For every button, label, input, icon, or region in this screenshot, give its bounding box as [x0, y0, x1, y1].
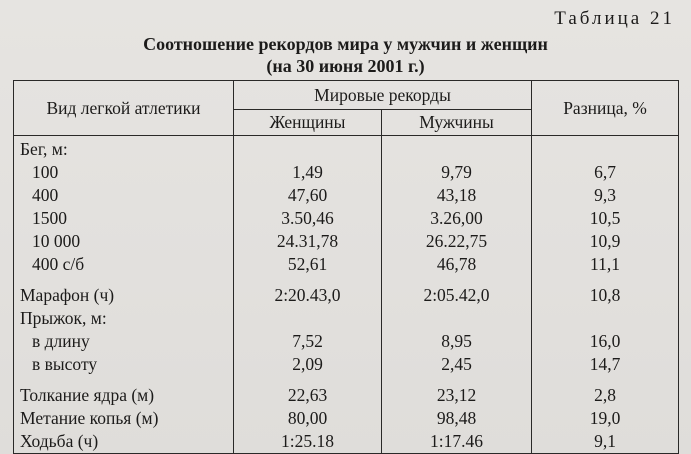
event-cell: 400 с/б: [14, 253, 234, 276]
spacer-cell: [234, 376, 382, 384]
table-number: Таблица 21: [554, 8, 675, 29]
header-world-records: Мировые рекорды: [234, 81, 532, 110]
men-record-cell: [382, 136, 532, 162]
event-cell: 100: [14, 161, 234, 184]
event-cell: 10 000: [14, 230, 234, 253]
table-row: [14, 384, 679, 407]
table-row: [14, 184, 679, 207]
table-row: [14, 253, 679, 276]
spacer-cell: [14, 276, 234, 284]
spacer-cell: [382, 376, 532, 384]
spacer-cell: [532, 376, 679, 384]
difference-cell: 9,1: [532, 430, 679, 454]
difference-cell: 14,7: [532, 353, 679, 376]
header-men: Мужчины: [382, 110, 532, 136]
event-cell: Толкание ядра (м): [14, 384, 234, 407]
men-record-cell: 46,78: [382, 253, 532, 276]
spacer-cell: [382, 276, 532, 284]
event-cell: Метание копья (м): [14, 407, 234, 430]
women-record-cell: 22,63: [234, 384, 382, 407]
event-cell: Бег, м:: [14, 136, 234, 162]
difference-cell: 16,0: [532, 330, 679, 353]
women-record-cell: 7,52: [234, 330, 382, 353]
men-record-cell: 43,18: [382, 184, 532, 207]
difference-cell: [532, 307, 679, 330]
table-title: Соотношение рекордов мира у мужчин и женщин: [143, 34, 548, 54]
header-difference: Разница, %: [532, 81, 679, 136]
women-record-cell: 3.50,46: [234, 207, 382, 230]
difference-cell: 9,3: [532, 184, 679, 207]
spacer-cell: [234, 276, 382, 284]
table-row: [14, 284, 679, 307]
men-record-cell: 9,79: [382, 161, 532, 184]
table-row: [14, 207, 679, 230]
women-record-cell: 47,60: [234, 184, 382, 207]
difference-cell: 11,1: [532, 253, 679, 276]
table-row: [14, 353, 679, 376]
event-cell: 400: [14, 184, 234, 207]
table-row: [14, 136, 679, 162]
difference-cell: [532, 136, 679, 162]
men-record-cell: 1:17.46: [382, 430, 532, 454]
difference-cell: 2,8: [532, 384, 679, 407]
event-cell: в высоту: [14, 353, 234, 376]
table-row: [14, 407, 679, 430]
spacer-cell: [532, 276, 679, 284]
table-row: [14, 330, 679, 353]
spacer-cell: [14, 376, 234, 384]
event-cell: в длину: [14, 330, 234, 353]
difference-cell: 6,7: [532, 161, 679, 184]
difference-cell: 10,8: [532, 284, 679, 307]
table-subtitle: (на 30 июня 2001 г.): [266, 56, 425, 76]
event-cell: Ходьба (ч): [14, 430, 234, 454]
table-body: [14, 136, 679, 454]
event-cell: 1500: [14, 207, 234, 230]
difference-cell: 19,0: [532, 407, 679, 430]
women-record-cell: [234, 136, 382, 162]
table-row: [14, 430, 679, 454]
women-record-cell: 52,61: [234, 253, 382, 276]
men-record-cell: 8,95: [382, 330, 532, 353]
table-row: [14, 161, 679, 184]
difference-cell: 10,5: [532, 207, 679, 230]
women-record-cell: 80,00: [234, 407, 382, 430]
header-women: Женщины: [234, 110, 382, 136]
records-table: [13, 80, 679, 454]
men-record-cell: 3.26,00: [382, 207, 532, 230]
women-record-cell: [234, 307, 382, 330]
table-row: [14, 230, 679, 253]
event-cell: Прыжок, м:: [14, 307, 234, 330]
table-row: [14, 307, 679, 330]
men-record-cell: [382, 307, 532, 330]
women-record-cell: 2:20.43,0: [234, 284, 382, 307]
women-record-cell: 1:25.18: [234, 430, 382, 454]
difference-cell: 10,9: [532, 230, 679, 253]
men-record-cell: 2:05.42,0: [382, 284, 532, 307]
men-record-cell: 26.22,75: [382, 230, 532, 253]
header-event: Вид легкой атлетики: [14, 81, 234, 136]
women-record-cell: 24.31,78: [234, 230, 382, 253]
event-cell: Марафон (ч): [14, 284, 234, 307]
men-record-cell: 2,45: [382, 353, 532, 376]
row-spacer: [14, 376, 679, 384]
men-record-cell: 98,48: [382, 407, 532, 430]
women-record-cell: 2,09: [234, 353, 382, 376]
row-spacer: [14, 276, 679, 284]
women-record-cell: 1,49: [234, 161, 382, 184]
men-record-cell: 23,12: [382, 384, 532, 407]
